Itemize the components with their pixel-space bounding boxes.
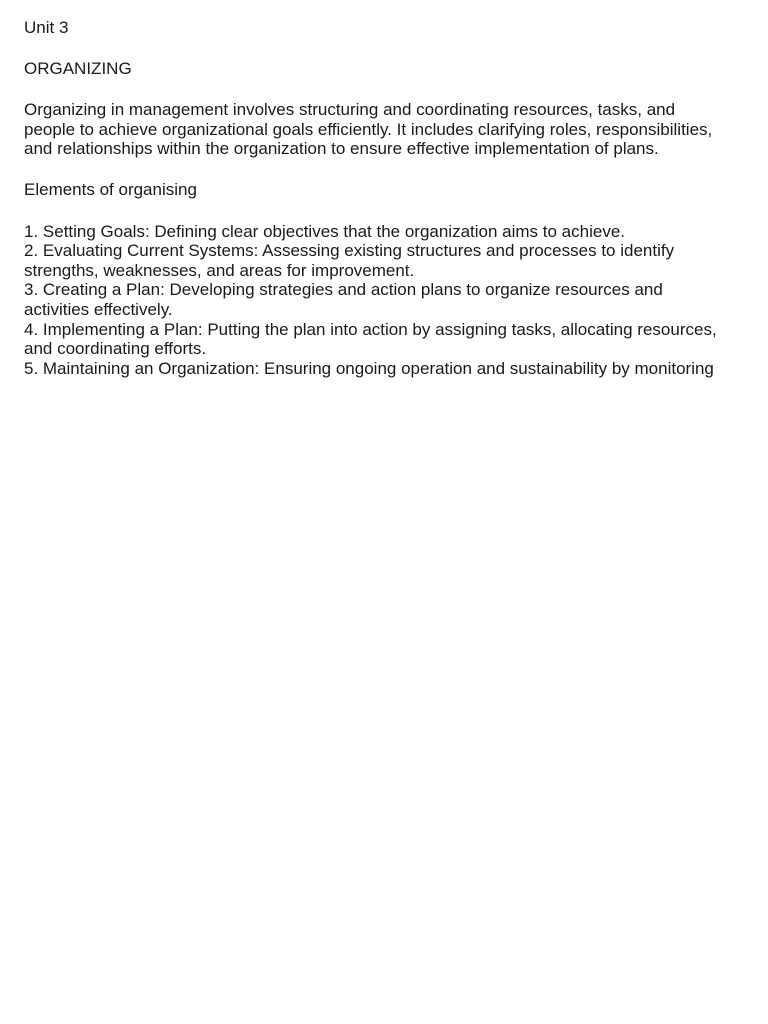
list-item: 3. Creating a Plan: Developing strategies and action plans to organize resources and activities effectively. bbox=[24, 280, 663, 319]
elements-list bbox=[24, 222, 724, 379]
section-heading: Elements of organising bbox=[24, 180, 197, 200]
list-item: 2. Evaluating Current Systems: Assessing existing structures and processes to identify strengths, weaknesses, and areas for improvement. bbox=[24, 241, 675, 280]
list-item: 4. Implementing a Plan: Putting the plan into action by assigning tasks, allocating resources, and coordinating efforts. bbox=[24, 319, 717, 359]
list-item: 5. Maintaining an Organization: Ensuring ongoing operation and sustainability by monitoring bbox=[24, 358, 714, 378]
document-page bbox=[24, 18, 724, 378]
intro-paragraph: Organizing in management involves structuring and coordinating resources, tasks, and people to achieve organizational goals efficiently. It includes clarifying roles, responsibilities, and relationships within the organization to ensure effective implementation of plans. bbox=[24, 100, 713, 159]
page-title: ORGANIZING bbox=[24, 59, 132, 79]
list-item: 1. Setting Goals: Defining clear objectives that the organization aims to achieve. bbox=[24, 221, 626, 241]
unit-label: Unit 3 bbox=[24, 18, 69, 37]
